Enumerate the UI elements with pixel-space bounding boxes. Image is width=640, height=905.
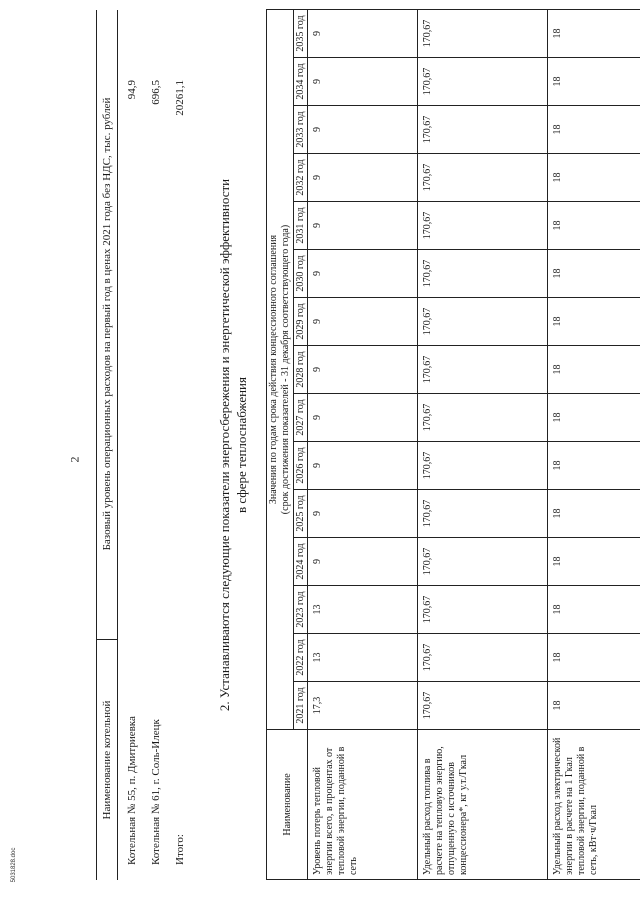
indicator-value: 18: [548, 490, 640, 538]
indicator-value: 170,67: [418, 490, 548, 538]
year-header: 2033 год: [294, 106, 308, 154]
year-header: 2021 год: [294, 682, 308, 730]
year-header: 2025 год: [294, 490, 308, 538]
indicator-value: 18: [548, 298, 640, 346]
indicator-name: Удельный расход топлива в расчете на тепловую энергию, отпущенную с источников концессионера*, кг у.т./Гкал: [418, 730, 548, 880]
year-header: 2034 год: [294, 58, 308, 106]
indicator-value: 9: [308, 106, 418, 154]
section-title-line-2: в сфере теплоснабжения: [234, 377, 249, 514]
indicator-value: 18: [548, 634, 640, 682]
year-header: 2031 год: [294, 202, 308, 250]
values-header-line: Значения по годам срока действия концессионного соглашения: [268, 234, 279, 505]
boiler-name: Котельная № 55, п. Дмитриевка: [126, 716, 138, 865]
indicator-value: 9: [308, 346, 418, 394]
values-by-year-header: [267, 9, 294, 729]
total-cost: 20261,1: [174, 80, 186, 116]
boiler-cost: 696,5: [150, 80, 162, 105]
indicator-value: 170,67: [418, 154, 548, 202]
indicator-row: [418, 9, 548, 879]
indicator-value: 18: [548, 394, 640, 442]
boiler-name: Котельная № 61, г. Соль-Илецк: [150, 719, 162, 865]
indicator-value: 9: [308, 442, 418, 490]
indicator-value: 170,67: [418, 634, 548, 682]
indicator-value: 170,67: [418, 202, 548, 250]
indicator-value: 18: [548, 202, 640, 250]
year-header: 2035 год: [294, 9, 308, 57]
rotated-document-content: [96, 10, 640, 880]
indicator-value: 9: [308, 298, 418, 346]
indicator-value: 9: [308, 202, 418, 250]
indicator-value: 18: [548, 250, 640, 298]
indicator-name: Уровень потерь тепловой энергии всего, в процентах от тепловой энергии, поданной в сеть: [308, 730, 418, 880]
section-title: [216, 10, 250, 880]
indicator-value: 9: [308, 394, 418, 442]
total-label: Итого:: [174, 834, 186, 865]
indicator-name-column-header: Наименование: [267, 730, 308, 880]
indicator-value: 17,3: [308, 682, 418, 730]
year-header: 2026 год: [294, 442, 308, 490]
indicator-value: 18: [548, 346, 640, 394]
indicator-row: [548, 9, 640, 879]
indicator-value: 18: [548, 58, 640, 106]
section-title-line-1: 2. Устанавливаются следующие показатели энергосбережения и энергетической эффективности: [217, 178, 232, 712]
indicator-value: 170,67: [418, 538, 548, 586]
indicator-value: 170,67: [418, 250, 548, 298]
year-header: 2029 год: [294, 298, 308, 346]
indicator-value: 170,67: [418, 9, 548, 57]
indicator-value: 18: [548, 682, 640, 730]
indicator-row: [308, 9, 418, 879]
indicator-value: 18: [548, 106, 640, 154]
indicator-value: 170,67: [418, 298, 548, 346]
indicator-name: Удельный расход электрической энергии в расчете на 1 Гкал тепловой энергии, поданной в сеть, кВт·ч/Гкал: [548, 730, 640, 880]
page-number: 2: [67, 456, 82, 463]
document-code-text: 5031828.doc: [11, 847, 17, 883]
year-header: 2027 год: [294, 394, 308, 442]
indicator-value: 18: [548, 9, 640, 57]
year-header: 2028 год: [294, 346, 308, 394]
boiler-total-row: [170, 10, 190, 880]
indicator-value: 13: [308, 634, 418, 682]
boiler-name-column-header: Наименование котельной: [101, 700, 113, 820]
indicator-value: 18: [548, 154, 640, 202]
indicator-value: 18: [548, 586, 640, 634]
indicators-table: [266, 9, 640, 880]
year-header: 2022 год: [294, 634, 308, 682]
year-header: 2032 год: [294, 154, 308, 202]
indicator-value: 9: [308, 538, 418, 586]
boiler-row: [122, 10, 142, 880]
document-code: [4, 838, 18, 898]
year-header: 2030 год: [294, 250, 308, 298]
indicator-value: 18: [548, 538, 640, 586]
indicator-value: 9: [308, 58, 418, 106]
base-cost-column-header: Базовый уровень операционных расходов на первый год в ценах 2021 года без НДС, тыс. рублей: [97, 9, 117, 640]
indicator-value: 170,67: [418, 586, 548, 634]
indicator-value: 170,67: [418, 106, 548, 154]
year-header: 2023 год: [294, 586, 308, 634]
indicator-value: 9: [308, 250, 418, 298]
values-header-subline: (срок достижения показателей - 31 декабря соответствующего года): [280, 224, 291, 515]
year-header: 2024 год: [294, 538, 308, 586]
indicators-body: [308, 9, 640, 879]
indicator-value: 9: [308, 154, 418, 202]
boiler-cost: 94,9: [126, 80, 138, 100]
indicator-value: 9: [308, 490, 418, 538]
indicator-value: 170,67: [418, 394, 548, 442]
indicator-value: 9: [308, 9, 418, 57]
indicator-value: 170,67: [418, 58, 548, 106]
indicator-value: 170,67: [418, 346, 548, 394]
indicator-value: 170,67: [418, 682, 548, 730]
boiler-row: [146, 10, 166, 880]
indicator-value: 13: [308, 586, 418, 634]
indicator-value: 170,67: [418, 442, 548, 490]
boiler-table-header: [96, 10, 118, 880]
indicator-value: 18: [548, 442, 640, 490]
